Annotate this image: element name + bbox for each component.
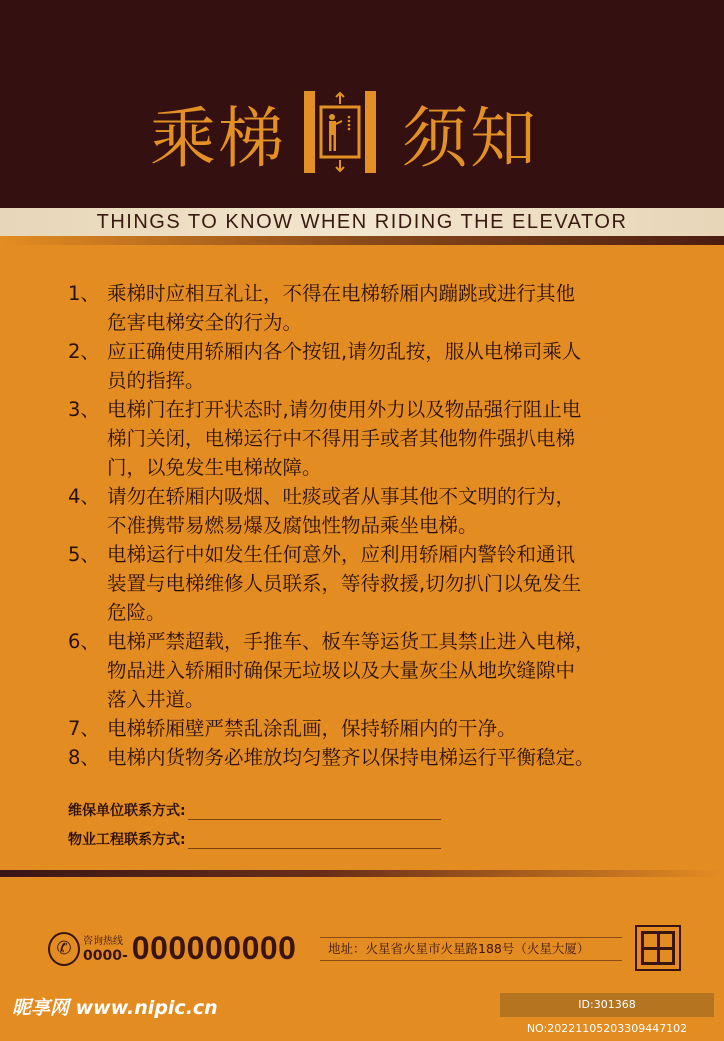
watermark-site: 昵享网 www.nipic.cn	[12, 997, 218, 1019]
rule-text-line: 电梯严禁超载，手推车、板车等运货工具禁止进入电梯，	[107, 630, 595, 653]
rule-item	[68, 540, 708, 627]
rule-item	[68, 714, 708, 743]
address: 地址：火星省火星市火星路188号（火星大厦）	[320, 937, 622, 961]
rule-text-line: 电梯轿厢壁严禁乱涂乱画，保持轿厢内的干净。	[107, 717, 517, 740]
rule-text-line: 梯门关闭，电梯运行中不得用手或者其他物件强扒电梯	[107, 427, 576, 450]
hotline	[48, 930, 296, 967]
rule-text-line: 请勿在轿厢内吸烟、吐痰或者从事其他不文明的行为，	[107, 485, 576, 508]
watermark-id: ID:301368 NO:20221105203309447102	[500, 993, 714, 1017]
divider-stripe	[0, 236, 724, 245]
rule-text-line: 电梯运行中如发生任何意外，应利用轿厢内警铃和通讯	[107, 543, 576, 566]
rule-number: 5、	[68, 543, 100, 566]
rule-number: 7、	[68, 717, 100, 740]
page-title	[150, 92, 538, 177]
rule-item	[68, 337, 708, 395]
rule-number: 8、	[68, 746, 100, 769]
elevator-icon	[304, 91, 376, 173]
rule-text-line: 装置与电梯维修人员联系，等待救援,切勿扒门以免发生	[107, 572, 582, 595]
hotline-area-code: 0000-	[83, 947, 128, 964]
maintenance-contact-label: 维保单位联系方式:	[68, 803, 186, 819]
property-contact-label: 物业工程联系方式:	[68, 832, 186, 848]
rules-list	[68, 279, 708, 772]
rule-item	[68, 482, 708, 540]
rule-item	[68, 743, 708, 772]
rule-text-line: 员的指挥。	[107, 369, 205, 392]
rule-item	[68, 627, 708, 714]
property-contact	[68, 829, 441, 849]
rule-number: 6、	[68, 630, 100, 653]
window-logo-icon	[635, 925, 681, 971]
maintenance-contact-line	[188, 806, 441, 820]
hotline-number: 000000000	[131, 930, 297, 966]
rule-text-line: 危害电梯安全的行为。	[107, 311, 303, 334]
rule-text-line: 物品进入轿厢时确保无垃圾以及大量灰尘从地坎缝隙中	[107, 659, 576, 682]
rule-text-line: 电梯门在打开状态时,请勿使用外力以及物品强行阻止电	[107, 398, 582, 421]
rule-item	[68, 395, 708, 482]
rule-text-line: 危险。	[107, 601, 166, 624]
rule-text-line: 乘梯时应相互礼让，不得在电梯轿厢内蹦跳或进行其他	[107, 282, 576, 305]
rule-text-line: 不准携带易燃易爆及腐蚀性物品乘坐电梯。	[107, 514, 478, 537]
hotline-label: 咨询热线	[83, 935, 123, 947]
rule-number: 3、	[68, 398, 100, 421]
rule-text-line: 电梯内货物务必堆放均匀整齐以保持电梯运行平衡稳定。	[107, 746, 595, 769]
phone-icon: ✆	[48, 932, 80, 966]
rule-text-line: 门，以免发生电梯故障。	[107, 456, 322, 479]
rule-number: 1、	[68, 282, 100, 305]
rule-text-line: 应正确使用轿厢内各个按钮,请勿乱按，服从电梯司乘人	[107, 340, 582, 363]
rule-number: 4、	[68, 485, 100, 508]
rule-item	[68, 279, 708, 337]
subtitle-band	[0, 208, 724, 236]
rule-text-line: 落入井道。	[107, 688, 205, 711]
title-part1: 乘梯	[150, 99, 286, 177]
rule-number: 2、	[68, 340, 100, 363]
property-contact-line	[188, 835, 441, 849]
maintenance-contact	[68, 800, 441, 820]
footer-divider	[0, 870, 724, 877]
subtitle: THINGS TO KNOW WHEN RIDING THE ELEVATOR	[96, 211, 628, 233]
title-part2: 须知	[402, 99, 538, 177]
